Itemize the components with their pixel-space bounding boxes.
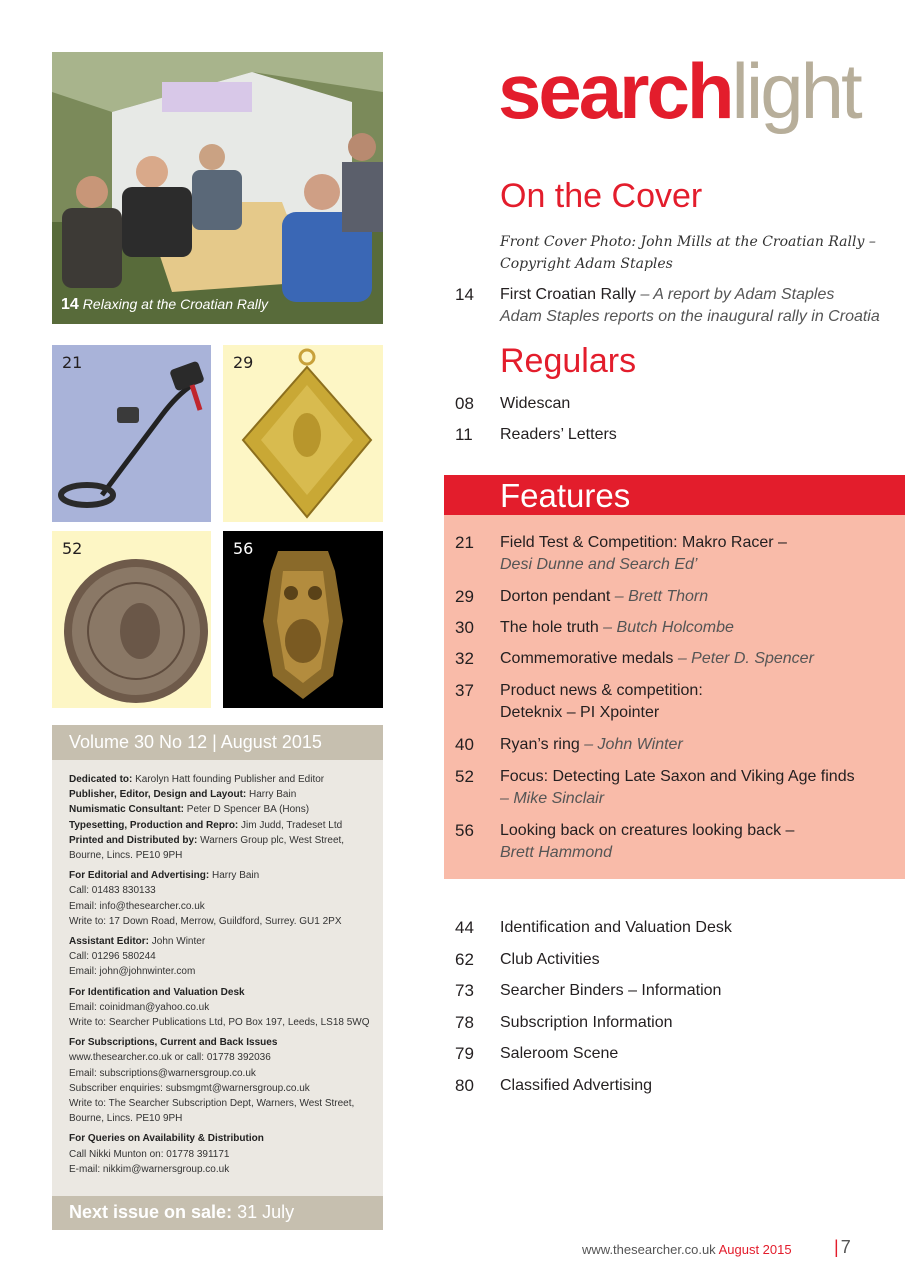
entry-title: Focus: Detecting Late Saxon and Viking Age finds — [500, 768, 855, 785]
info-group — [69, 772, 373, 863]
rally-scene-illustration — [52, 52, 383, 324]
info-label: For Editorial and Advertising: — [69, 870, 210, 882]
entry-title: The hole truth — [500, 619, 599, 636]
saxon-coin-photo — [52, 531, 211, 708]
info-group — [69, 1131, 373, 1177]
info-line — [69, 949, 373, 964]
volume-banner: Volume 30 No 12 | August 2015 — [52, 725, 383, 760]
info-line — [69, 848, 373, 863]
creature-mount-photo — [223, 531, 383, 708]
info-text: Call: 01483 830133 — [69, 885, 156, 897]
info-text: Write to: Searcher Publications Ltd, PO Box 197, Leeds, LS18 5WQ — [69, 1017, 370, 1029]
rally-caption-text: Relaxing at the Croatian Rally — [82, 296, 269, 312]
entry-title-line2: Deteknix – PI Xpointer — [500, 704, 660, 721]
entry-page-number: 44 — [455, 918, 474, 937]
entry-title: Saleroom Scene — [500, 1045, 619, 1062]
footer-credit — [582, 1242, 792, 1257]
entry-page-number: 78 — [455, 1013, 474, 1032]
info-text: Bourne, Lincs. PE10 9PH — [69, 850, 183, 862]
entry-page-number: 37 — [455, 681, 474, 700]
entry-page-number: 30 — [455, 618, 474, 637]
entry-title: Dorton pendant — [500, 588, 611, 605]
features-heading: Features — [500, 477, 631, 514]
info-line — [69, 1131, 373, 1146]
info-label: For Identification and Valuation Desk — [69, 986, 245, 998]
info-label: Typesetting, Production and Repro: — [69, 819, 239, 831]
info-line — [69, 1000, 373, 1015]
info-label: For Queries on Availability & Distribution — [69, 1133, 264, 1145]
info-line — [69, 772, 373, 787]
logo-search: search — [498, 47, 732, 135]
entry-page-number: 73 — [455, 981, 474, 1000]
info-line — [69, 833, 373, 848]
regulars-heading: Regulars — [500, 342, 637, 380]
info-text: Call Nikki Munton on: 01778 391171 — [69, 1148, 230, 1160]
entry-page-number: 32 — [455, 649, 474, 668]
info-label: Printed and Distributed by: — [69, 834, 198, 846]
info-text: Call: 01296 580244 — [69, 951, 156, 963]
entry-title: Product news & competition: — [500, 682, 703, 699]
entry-title: Subscription Information — [500, 1014, 673, 1031]
entry-title: Classified Advertising — [500, 1077, 653, 1094]
info-line — [69, 868, 373, 883]
entry-title: Looking back on creatures looking back – — [500, 822, 795, 839]
info-label: Assistant Editor: — [69, 936, 150, 948]
cover-story-page: 14 — [455, 285, 474, 304]
entry-page-number: 79 — [455, 1044, 474, 1063]
next-issue-label: Next issue on sale: — [69, 1202, 233, 1222]
info-line — [69, 818, 373, 833]
entry-title: Searcher Binders – Information — [500, 982, 722, 999]
creature-page-number: 56 — [233, 539, 254, 558]
info-line — [69, 985, 373, 1000]
info-text: Harry Bain — [209, 870, 260, 882]
info-text: Write to: The Searcher Subscription Dept, Warners, West Street, — [69, 1098, 355, 1110]
info-line — [69, 914, 373, 929]
detector-page-number: 21 — [62, 353, 83, 372]
entry-title: Field Test & Competition: Makro Racer – — [500, 534, 787, 551]
info-line — [69, 1015, 373, 1030]
info-line — [69, 1162, 373, 1177]
info-group — [69, 1035, 373, 1126]
entry-page-number: 80 — [455, 1076, 474, 1095]
info-line — [69, 964, 373, 979]
info-text: Bourne, Lincs. PE10 9PH — [69, 1113, 183, 1125]
info-line — [69, 883, 373, 898]
rally-caption — [61, 296, 268, 314]
cover-photo-croatian-rally — [52, 52, 383, 324]
page-number-value: 7 — [840, 1237, 851, 1257]
next-issue-banner — [52, 1196, 383, 1230]
info-text: www.thesearcher.co.uk or call: 01778 392036 — [69, 1052, 271, 1064]
info-text: Email: info@thesearcher.co.uk — [69, 900, 205, 912]
info-text: Subscriber enquiries: subsmgmt@warnersgroup.co.uk — [69, 1082, 310, 1094]
info-line — [69, 899, 373, 914]
entry-page-number: 11 — [455, 425, 473, 444]
info-line — [69, 802, 373, 817]
info-line — [69, 1066, 373, 1081]
coin-page-number: 52 — [62, 539, 83, 558]
entry-author: Desi Dunne and Search Ed’ — [500, 556, 698, 573]
info-line — [69, 787, 373, 802]
info-line — [69, 934, 373, 949]
info-text: Email: subscriptions@warnersgroup.co.uk — [69, 1067, 256, 1079]
pendant-page-number: 29 — [233, 353, 254, 372]
entry-page-number: 29 — [455, 587, 474, 606]
entry-page-number: 08 — [455, 394, 474, 413]
features-heading-bar — [444, 475, 905, 515]
cover-story-title: First Croatian Rally — [500, 286, 637, 303]
info-text: Peter D Spencer BA (Hons) — [184, 804, 310, 816]
cover-desc-line1: Front Cover Photo: John Mills at the Croatian Rally – — [500, 234, 876, 250]
entry-title: Ryan’s ring — [500, 736, 580, 753]
entry-title: Identification and Valuation Desk — [500, 919, 732, 936]
info-group — [69, 934, 373, 980]
info-line — [69, 1050, 373, 1065]
logo-light: light — [731, 47, 860, 135]
info-text: John Winter — [149, 936, 206, 948]
info-text: Email: john@johnwinter.com — [69, 966, 196, 978]
cover-desc-line2: Copyright Adam Staples — [500, 256, 673, 272]
entry-page-number: 62 — [455, 950, 474, 969]
entry-title: Commemorative medals — [500, 650, 674, 667]
info-line — [69, 1147, 373, 1162]
page-number: | 7 — [834, 1237, 851, 1257]
next-issue-date: 31 July — [232, 1202, 295, 1222]
info-label: Publisher, Editor, Design and Layout: — [69, 789, 247, 801]
entry-author: – Brett Thorn — [610, 588, 709, 605]
entry-author: – Peter D. Spencer — [673, 650, 814, 667]
entry-title: Club Activities — [500, 951, 600, 968]
footer-url[interactable]: www.thesearcher.co.uk — [582, 1242, 716, 1257]
info-text: Karolyn Hatt founding Publisher and Editor — [132, 774, 325, 785]
info-line — [69, 1111, 373, 1126]
entry-title: Readers’ Letters — [500, 426, 617, 443]
info-text: Harry Bain — [246, 789, 297, 801]
searchlight-logo — [498, 46, 860, 136]
info-text: E-mail: nikkim@warnersgroup.co.uk — [69, 1163, 230, 1175]
dorton-pendant-photo — [223, 345, 383, 522]
info-line — [69, 1081, 373, 1096]
info-group — [69, 985, 373, 1031]
info-text: Write to: 17 Down Road, Merrow, Guildford, Surrey. GU1 2PX — [69, 915, 342, 927]
info-group — [69, 868, 373, 929]
entry-page-number: 56 — [455, 821, 474, 840]
entry-author: Brett Hammond — [500, 844, 613, 861]
entry-author: – John Winter — [579, 736, 683, 753]
info-text: Warners Group plc, West Street, — [197, 834, 345, 846]
info-label: For Subscriptions, Current and Back Issues — [69, 1037, 278, 1049]
info-line — [69, 1096, 373, 1111]
on-the-cover-heading: On the Cover — [500, 177, 703, 215]
info-line — [69, 1035, 373, 1050]
cover-story-author: – A report by Adam Staples — [636, 286, 835, 303]
info-label: Dedicated to: — [69, 774, 133, 785]
entry-title: Widescan — [500, 395, 571, 412]
entry-page-number: 40 — [455, 735, 474, 754]
publication-info-box — [52, 760, 383, 1196]
cover-photo-credit — [500, 231, 876, 275]
entry-author: – Butch Holcombe — [598, 619, 734, 636]
rally-caption-number: 14 — [61, 296, 79, 313]
entry-author: – Mike Sinclair — [500, 790, 605, 807]
entry-page-number: 52 — [455, 767, 474, 786]
info-text: Email: coinidman@yahoo.co.uk — [69, 1001, 210, 1013]
info-text: Jim Judd, Tradeset Ltd — [238, 819, 343, 831]
info-label: Numismatic Consultant: — [69, 804, 185, 816]
cover-story-subtitle: Adam Staples reports on the inaugural rally in Croatia — [500, 308, 880, 325]
footer-month: August 2015 — [715, 1242, 792, 1257]
metal-detector-photo — [52, 345, 211, 522]
entry-page-number: 21 — [455, 533, 474, 552]
